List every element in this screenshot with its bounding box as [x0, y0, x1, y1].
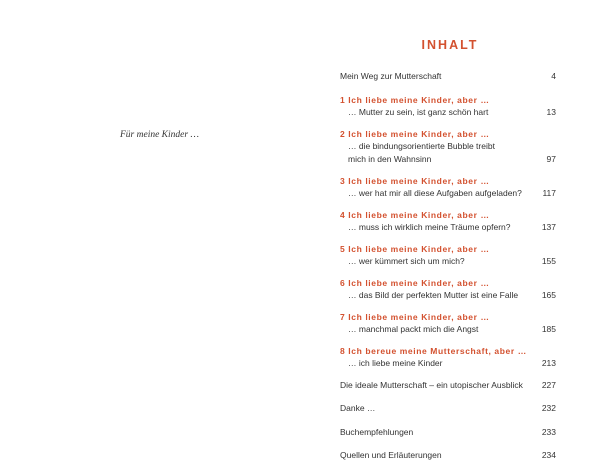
toc-entry-text: Danke …	[340, 403, 376, 413]
toc-chapter-1[interactable]	[340, 94, 556, 119]
chapter-subtitle-line: … Mutter zu sein, ist ganz schön hart	[348, 106, 489, 117]
toc-chapter-4[interactable]	[340, 209, 556, 234]
toc-entry-text: Mein Weg zur Mutterschaft	[340, 71, 442, 81]
chapter-subtitle-line: … wer hat mir all diese Aufgaben aufgeladen?	[348, 187, 522, 198]
chapter-subtitle-line: mich in den Wahnsinn	[348, 153, 432, 164]
toc-page-number: 234	[541, 450, 556, 460]
chapter-subtitle-line: … muss ich wirklich meine Träume opfern?	[348, 221, 511, 232]
toc-page-number: 137	[541, 221, 556, 232]
chapter-subtitle	[348, 357, 556, 370]
toc-entry-intro[interactable]	[340, 70, 556, 83]
back-matter-list	[340, 379, 556, 463]
left-page	[0, 0, 300, 467]
toc-page-number: 233	[541, 426, 556, 437]
toc-entry-back-matter[interactable]	[340, 449, 556, 462]
toc-page-number: 117	[542, 187, 556, 198]
toc-entry-text: Die ideale Mutterschaft – ein utopischer Ausblick	[340, 379, 523, 390]
table-of-contents	[340, 70, 556, 473]
right-page	[300, 0, 600, 467]
chapter-subtitle	[348, 289, 556, 302]
chapter-subtitle-entry	[340, 255, 556, 268]
chapter-subtitle-line: … die bindungsorientierte Bubble treibt	[348, 140, 495, 151]
toc-chapter-7[interactable]	[340, 311, 556, 336]
toc-page-number: 213	[541, 357, 556, 368]
toc-chapter-6[interactable]	[340, 277, 556, 302]
chapter-heading: 1 Ich liebe meine Kinder, aber …	[340, 94, 490, 105]
toc-title: INHALT	[421, 38, 479, 52]
toc-entry-back-matter[interactable]	[340, 402, 556, 415]
toc-page-number: 227	[541, 379, 556, 390]
chapter-subtitle-line: … das Bild der perfekten Mutter ist eine Falle	[348, 289, 519, 300]
toc-page-number: 165	[541, 289, 556, 300]
chapter-heading: 7 Ich liebe meine Kinder, aber …	[340, 311, 490, 322]
chapter-heading: 3 Ich liebe meine Kinder, aber …	[340, 175, 490, 186]
toc-entry-text: Quellen und Erläuterungen	[340, 450, 442, 460]
toc-page-number: 232	[541, 403, 556, 413]
toc-chapter-5[interactable]	[340, 243, 556, 268]
chapter-heading: 2 Ich liebe meine Kinder, aber …	[340, 128, 490, 139]
chapter-subtitle-entry	[340, 106, 556, 119]
chapter-subtitle-entry	[340, 221, 556, 234]
chapter-subtitle	[348, 106, 556, 119]
chapter-subtitle-line: … manchmal packt mich die Angst	[348, 323, 479, 334]
chapter-heading: 6 Ich liebe meine Kinder, aber …	[340, 277, 490, 288]
toc-page-number: 185	[541, 323, 556, 334]
chapter-subtitle	[348, 187, 556, 200]
chapter-subtitle	[348, 255, 556, 268]
chapter-list	[340, 94, 556, 370]
chapter-subtitle-line: … ich liebe meine Kinder	[348, 357, 443, 368]
toc-page-number: 97	[546, 153, 556, 164]
toc-page-number: 155	[541, 255, 556, 266]
toc-page-number: 13	[546, 106, 556, 117]
toc-entry-text: Buchempfehlungen	[340, 426, 414, 437]
toc-chapter-2[interactable]	[340, 128, 556, 166]
chapter-subtitle-entry	[340, 357, 556, 370]
chapter-subtitle-entry	[340, 140, 556, 166]
toc-entry-back-matter[interactable]	[340, 426, 556, 439]
toc-entry-back-matter[interactable]	[340, 379, 556, 392]
chapter-subtitle-line: … wer kümmert sich um mich?	[348, 255, 465, 266]
chapter-subtitle	[348, 140, 556, 166]
chapter-subtitle-entry	[340, 323, 556, 336]
chapter-heading: 8 Ich bereue meine Mutterschaft, aber …	[340, 345, 527, 356]
toc-page-number: 4	[551, 71, 556, 81]
chapter-subtitle	[348, 323, 556, 336]
chapter-subtitle-entry	[340, 289, 556, 302]
toc-chapter-8[interactable]	[340, 345, 556, 370]
chapter-subtitle-entry	[340, 187, 556, 200]
toc-chapter-3[interactable]	[340, 175, 556, 200]
chapter-subtitle	[348, 221, 556, 234]
chapter-heading: 5 Ich liebe meine Kinder, aber …	[340, 243, 490, 254]
chapter-heading: 4 Ich liebe meine Kinder, aber …	[340, 209, 490, 220]
dedication: Für meine Kinder …	[120, 130, 199, 140]
